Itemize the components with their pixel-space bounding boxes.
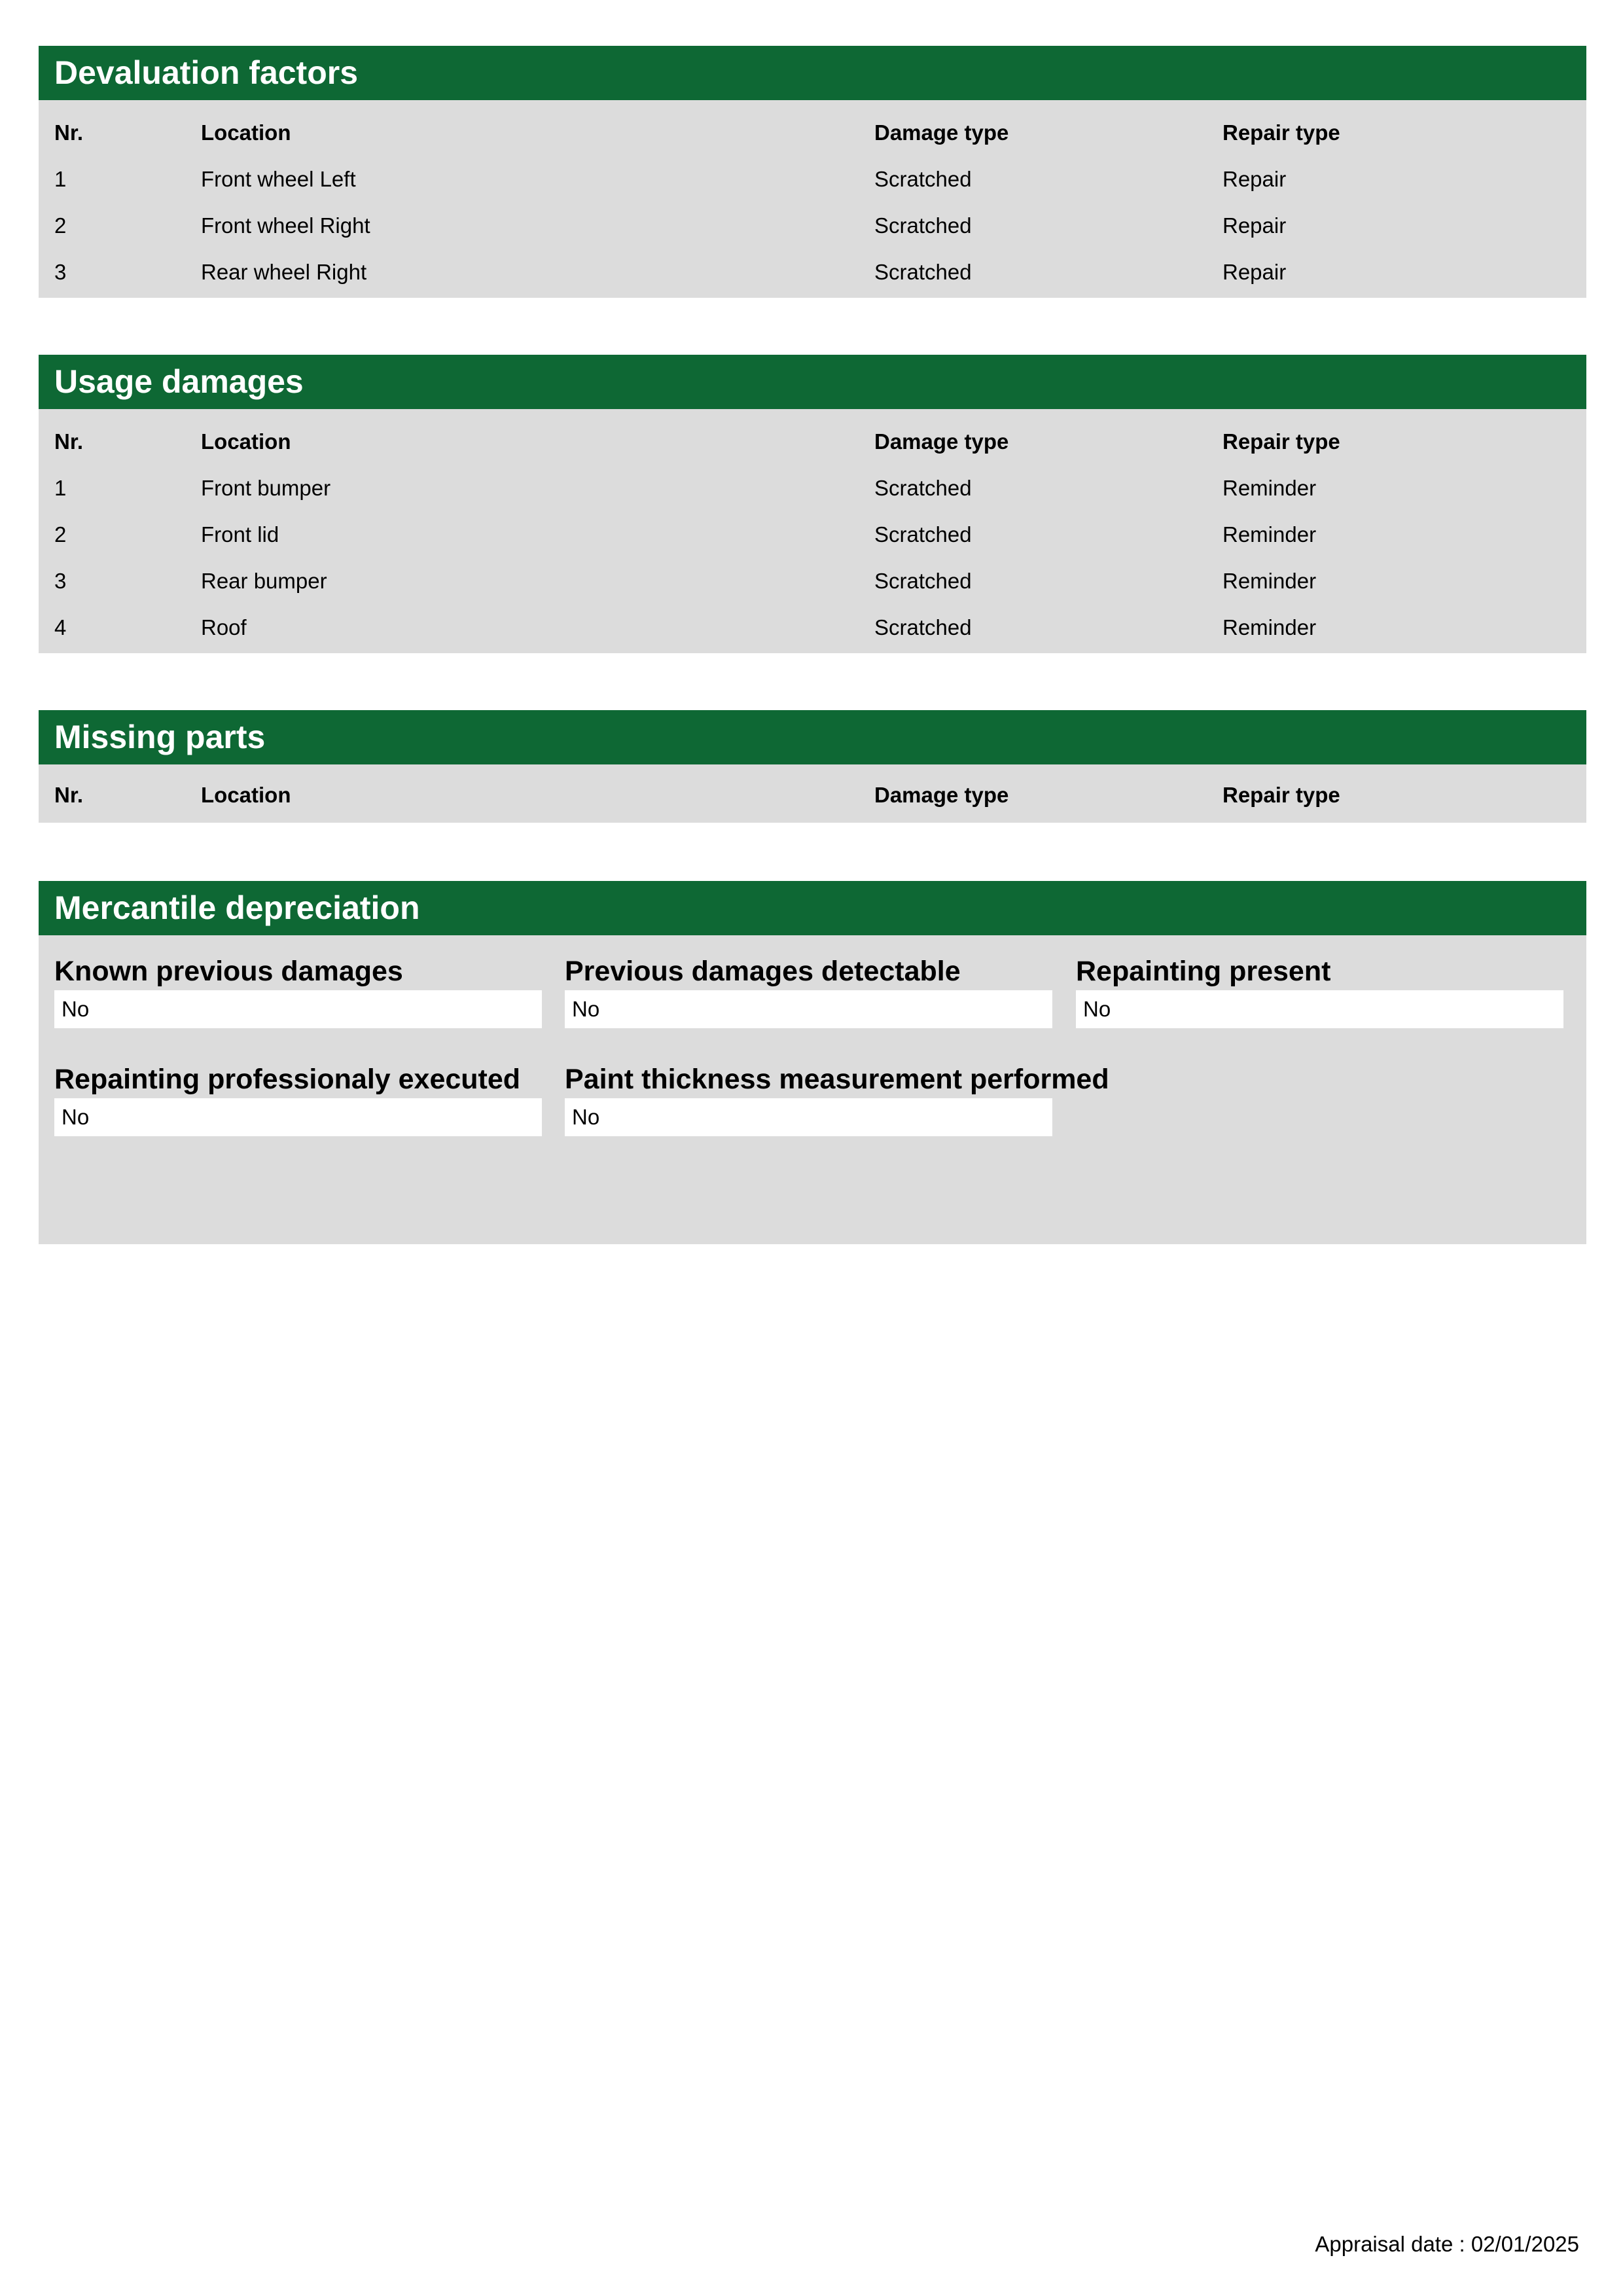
field-label: Previous damages detectable: [565, 956, 961, 987]
row-damage-type: Scratched: [874, 475, 972, 500]
row-repair-type: Reminder: [1222, 615, 1317, 639]
row-repair-type: Reminder: [1222, 568, 1317, 593]
field-label: Paint thickness measurement performed: [565, 1064, 1109, 1095]
appraisal-date: Appraisal date : 02/01/2025: [1315, 2232, 1579, 2256]
devaluation-factors-title: Devaluation factors: [39, 46, 1586, 100]
row-damage-type: Scratched: [874, 213, 972, 238]
damage-type-column-header: Damage type: [874, 120, 1009, 145]
usage-damages-section: [39, 355, 1586, 653]
nr-column-header: Nr.: [54, 782, 84, 807]
row-location: Front bumper: [201, 475, 331, 500]
row-location: Front wheel Right: [201, 213, 370, 238]
missing-parts-table: [39, 772, 1586, 818]
row-location: Rear wheel Right: [201, 259, 367, 284]
devaluation-factors-table: [39, 109, 1586, 295]
row-repair-type: Repair: [1222, 213, 1287, 238]
table-row: [39, 511, 1586, 558]
repair-type-column-header: Repair type: [1222, 120, 1340, 145]
row-location: Front wheel Left: [201, 166, 356, 191]
table-row: [39, 604, 1586, 651]
row-repair-type: Repair: [1222, 166, 1287, 191]
table-row: [39, 249, 1586, 295]
row-repair-type: Repair: [1222, 259, 1287, 284]
location-column-header: Location: [201, 120, 291, 145]
usage-damages-title: Usage damages: [39, 355, 1586, 409]
row-location: Roof: [201, 615, 247, 639]
table-header-row: [39, 772, 1586, 818]
row-damage-type: Scratched: [874, 615, 972, 639]
table-header-row: [39, 418, 1586, 465]
known-previous-damages-field: [54, 955, 542, 1028]
nr-column-header: Nr.: [54, 429, 84, 454]
repair-type-column-header: Repair type: [1222, 429, 1340, 454]
row-damage-type: Scratched: [874, 259, 972, 284]
repainting-present-field: [1076, 955, 1563, 1028]
field-value: No: [1076, 990, 1563, 1028]
row-location: Front lid: [201, 522, 279, 547]
mercantile-depreciation-section: [39, 881, 1586, 1244]
mercantile-depreciation-title: Mercantile depreciation: [39, 881, 1586, 935]
table-row: [39, 202, 1586, 249]
nr-column-header: Nr.: [54, 120, 84, 145]
row-damage-type: Scratched: [874, 568, 972, 593]
usage-damages-table: [39, 418, 1586, 651]
row-nr: 1: [54, 475, 67, 500]
row-nr: 3: [54, 259, 67, 284]
row-repair-type: Reminder: [1222, 475, 1317, 500]
location-column-header: Location: [201, 429, 291, 454]
repainting-professionaly-executed-field: [54, 1063, 542, 1136]
row-nr: 1: [54, 166, 67, 191]
field-label: Known previous damages: [54, 956, 403, 987]
previous-damages-detectable-field: [565, 955, 1052, 1028]
row-location: Rear bumper: [201, 568, 327, 593]
field-value: No: [54, 1098, 542, 1136]
missing-parts-section: [39, 710, 1586, 823]
table-header-row: [39, 109, 1586, 156]
repair-type-column-header: Repair type: [1222, 782, 1340, 807]
row-nr: 3: [54, 568, 67, 593]
row-nr: 2: [54, 213, 67, 238]
row-damage-type: Scratched: [874, 166, 972, 191]
row-repair-type: Reminder: [1222, 522, 1317, 547]
field-value: No: [54, 990, 542, 1028]
devaluation-factors-section: [39, 46, 1586, 298]
table-row: [39, 156, 1586, 202]
damage-type-column-header: Damage type: [874, 782, 1009, 807]
field-label: Repainting present: [1076, 956, 1331, 987]
damage-type-column-header: Damage type: [874, 429, 1009, 454]
field-value: No: [565, 990, 1052, 1028]
table-row: [39, 558, 1586, 604]
table-row: [39, 465, 1586, 511]
row-nr: 4: [54, 615, 67, 639]
field-label: Repainting professionaly executed: [54, 1064, 521, 1095]
location-column-header: Location: [201, 782, 291, 807]
missing-parts-title: Missing parts: [39, 710, 1586, 764]
paint-thickness-measurement-field: [565, 1063, 1109, 1136]
row-nr: 2: [54, 522, 67, 547]
field-value: No: [565, 1098, 1052, 1136]
row-damage-type: Scratched: [874, 522, 972, 547]
